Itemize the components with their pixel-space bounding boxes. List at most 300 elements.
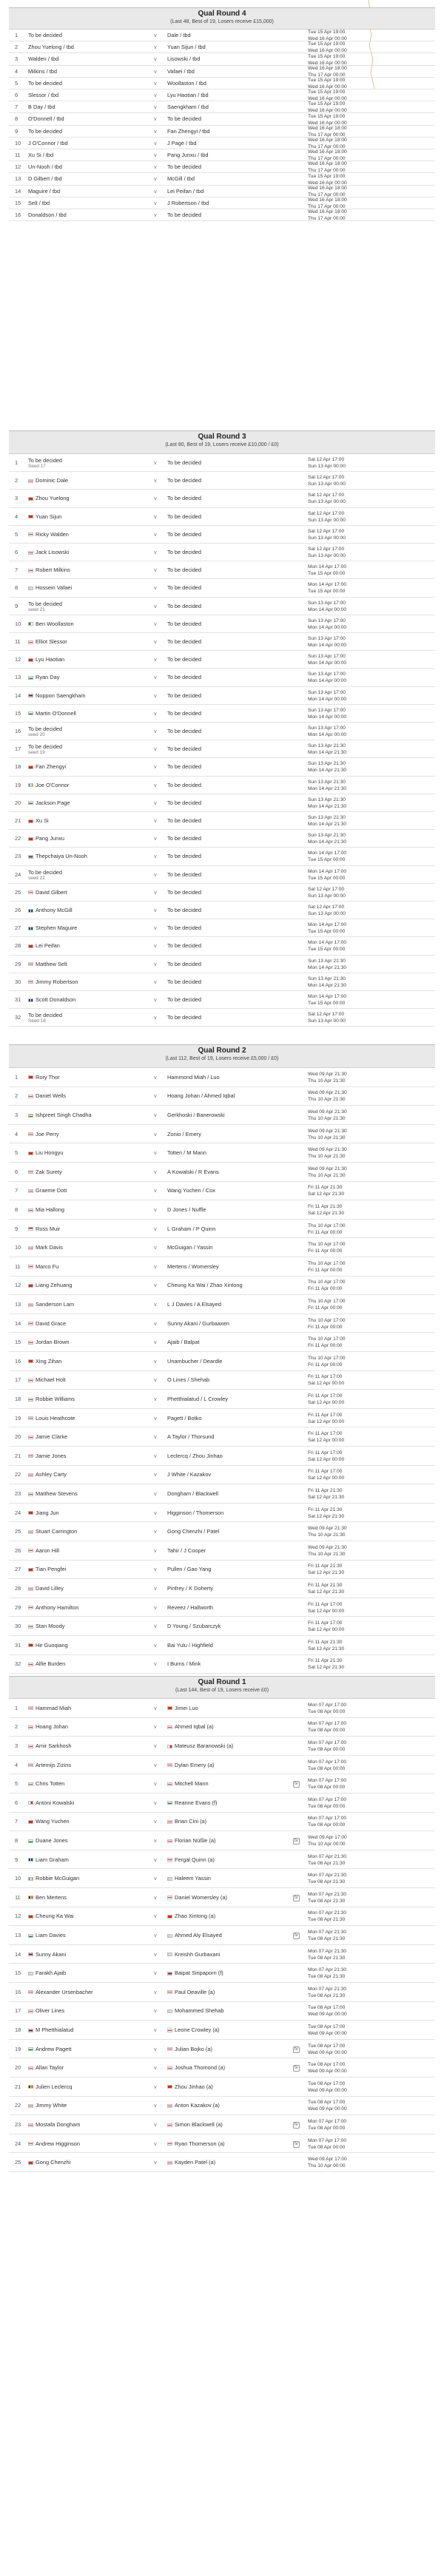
player-one[interactable]: [28, 621, 139, 627]
player-two[interactable]: [167, 1547, 286, 1554]
match-row[interactable]: [9, 1907, 435, 1927]
player-two[interactable]: [167, 621, 286, 627]
player-two[interactable]: [167, 942, 286, 949]
player-two[interactable]: [167, 115, 286, 122]
match-row[interactable]: [9, 1774, 435, 1794]
match-row[interactable]: [9, 2002, 435, 2021]
match-row[interactable]: [9, 902, 435, 919]
player-one[interactable]: [28, 1932, 139, 1938]
player-one[interactable]: [28, 692, 139, 699]
match-row[interactable]: [9, 66, 435, 78]
player-two[interactable]: [167, 638, 286, 645]
match-row[interactable]: [9, 78, 435, 89]
player-one[interactable]: [28, 2064, 139, 2071]
player-two[interactable]: [167, 2140, 286, 2147]
player-two[interactable]: [167, 128, 286, 135]
match-row[interactable]: [9, 866, 435, 884]
player-one[interactable]: [28, 1376, 139, 1383]
player-one[interactable]: [28, 2102, 139, 2109]
player-two[interactable]: [167, 212, 286, 218]
match-row[interactable]: [9, 2115, 435, 2134]
player-one[interactable]: [28, 152, 139, 158]
player-one[interactable]: [28, 2007, 139, 2014]
match-row[interactable]: [9, 651, 435, 669]
player-two[interactable]: [167, 996, 286, 1003]
player-one[interactable]: [28, 513, 139, 520]
player-two[interactable]: [167, 1837, 286, 1844]
match-row[interactable]: [9, 1087, 435, 1106]
player-two[interactable]: [167, 2121, 286, 2128]
player-one[interactable]: [28, 1169, 139, 1175]
player-two[interactable]: [167, 961, 286, 967]
player-two[interactable]: [167, 477, 286, 484]
player-two[interactable]: [167, 799, 286, 806]
player-two[interactable]: [167, 1131, 286, 1137]
player-two[interactable]: [167, 817, 286, 824]
match-row[interactable]: [9, 526, 435, 544]
player-two[interactable]: [167, 1742, 286, 1749]
player-one[interactable]: [28, 1112, 139, 1118]
match-row[interactable]: [9, 1371, 435, 1390]
player-one[interactable]: [28, 710, 139, 717]
player-two[interactable]: [167, 163, 286, 170]
player-two[interactable]: [167, 2046, 286, 2052]
player-two[interactable]: [167, 907, 286, 913]
match-row[interactable]: [9, 113, 435, 125]
player-two[interactable]: [167, 104, 286, 110]
player-two[interactable]: [167, 1780, 286, 1787]
player-two[interactable]: [167, 692, 286, 699]
player-one[interactable]: [28, 1566, 139, 1572]
player-two[interactable]: [167, 763, 286, 770]
player-two[interactable]: [167, 2083, 286, 2090]
player-one[interactable]: [28, 584, 139, 591]
player-one[interactable]: [28, 567, 139, 573]
match-row[interactable]: [9, 1561, 435, 1580]
match-row[interactable]: [9, 705, 435, 723]
player-two[interactable]: [167, 2026, 286, 2033]
player-one[interactable]: [28, 1226, 139, 1232]
player-one[interactable]: [28, 1396, 139, 1402]
player-two[interactable]: [167, 1951, 286, 1958]
player-two[interactable]: [167, 531, 286, 538]
player-two[interactable]: [167, 1187, 286, 1194]
player-two[interactable]: [167, 710, 286, 717]
player-two[interactable]: [167, 68, 286, 75]
player-two[interactable]: [167, 549, 286, 555]
player-two[interactable]: [167, 55, 286, 62]
player-two[interactable]: [167, 1358, 286, 1365]
player-one[interactable]: [28, 1074, 139, 1081]
match-row[interactable]: [9, 561, 435, 579]
player-one[interactable]: [28, 1837, 139, 1844]
match-row[interactable]: [9, 1484, 435, 1504]
player-two[interactable]: [167, 1490, 286, 1497]
player-one[interactable]: [28, 1723, 139, 1730]
match-row[interactable]: [9, 1163, 435, 1182]
match-row[interactable]: [9, 41, 435, 53]
player-one[interactable]: [28, 1282, 139, 1288]
player-one[interactable]: [28, 104, 139, 110]
player-one[interactable]: [28, 1358, 139, 1365]
player-two[interactable]: [167, 2007, 286, 2014]
player-two[interactable]: [167, 140, 286, 146]
player-two[interactable]: [167, 1226, 286, 1232]
player-one[interactable]: [28, 961, 139, 967]
player-two[interactable]: [167, 80, 286, 87]
player-one[interactable]: [28, 115, 139, 122]
match-row[interactable]: [9, 1295, 435, 1314]
player-one[interactable]: [28, 212, 139, 218]
player-two[interactable]: [167, 978, 286, 985]
match-row[interactable]: [9, 1794, 435, 1813]
player-one[interactable]: [28, 1339, 139, 1345]
player-two[interactable]: [167, 1471, 286, 1478]
player-two[interactable]: [167, 92, 286, 98]
player-two[interactable]: [167, 853, 286, 859]
match-row[interactable]: [9, 794, 435, 812]
match-row[interactable]: [9, 1888, 435, 1907]
player-one[interactable]: [28, 1131, 139, 1137]
match-row[interactable]: [9, 173, 435, 185]
player-two[interactable]: [167, 835, 286, 842]
match-row[interactable]: [9, 1737, 435, 1756]
player-two[interactable]: [167, 1642, 286, 1649]
player-two[interactable]: [167, 1206, 286, 1213]
player-two[interactable]: [167, 674, 286, 680]
player-one[interactable]: [28, 1415, 139, 1421]
match-row[interactable]: [9, 1106, 435, 1125]
match-row[interactable]: [9, 1182, 435, 1201]
player-one[interactable]: [28, 1301, 139, 1308]
player-one[interactable]: [28, 495, 139, 501]
player-one[interactable]: [28, 1453, 139, 1459]
player-one[interactable]: [28, 1780, 139, 1787]
player-one[interactable]: [28, 1206, 139, 1213]
player-one[interactable]: [28, 924, 139, 931]
match-row[interactable]: [9, 579, 435, 597]
match-row[interactable]: [9, 209, 435, 221]
player-two[interactable]: [167, 1932, 286, 1938]
player-two[interactable]: [167, 1913, 286, 1919]
match-row[interactable]: [9, 1869, 435, 1888]
match-row[interactable]: [9, 89, 435, 101]
match-row[interactable]: [9, 1983, 435, 2002]
match-row[interactable]: [9, 544, 435, 561]
player-one[interactable]: [28, 1092, 139, 1099]
match-row[interactable]: [9, 1579, 435, 1598]
player-one[interactable]: [28, 2083, 139, 2090]
match-row[interactable]: [9, 687, 435, 705]
player-one[interactable]: [28, 853, 139, 859]
match-row[interactable]: [9, 30, 435, 41]
match-row[interactable]: [9, 669, 435, 686]
player-two[interactable]: [167, 728, 286, 734]
player-one[interactable]: [28, 763, 139, 770]
player-two[interactable]: [167, 1818, 286, 1825]
player-one[interactable]: [28, 55, 139, 62]
player-one[interactable]: [28, 942, 139, 949]
player-two[interactable]: [167, 603, 286, 609]
player-one[interactable]: [28, 68, 139, 75]
player-two[interactable]: [167, 1566, 286, 1572]
match-row[interactable]: [9, 937, 435, 955]
match-row[interactable]: [9, 598, 435, 615]
match-row[interactable]: [9, 723, 435, 740]
player-one[interactable]: [28, 726, 139, 732]
match-row[interactable]: [9, 1756, 435, 1775]
player-two[interactable]: [167, 1014, 286, 1021]
match-row[interactable]: [9, 2134, 435, 2154]
player-one[interactable]: [28, 1149, 139, 1156]
player-one[interactable]: [28, 163, 139, 170]
player-one[interactable]: [28, 996, 139, 1003]
match-row[interactable]: [9, 1314, 435, 1333]
player-one[interactable]: [28, 1660, 139, 1667]
match-row[interactable]: [9, 1352, 435, 1371]
player-two[interactable]: [167, 1723, 286, 1730]
player-one[interactable]: [28, 889, 139, 896]
player-one[interactable]: [28, 2026, 139, 2033]
player-two[interactable]: [167, 1894, 286, 1901]
player-two[interactable]: [167, 1970, 286, 1976]
match-row[interactable]: [9, 1522, 435, 1541]
match-row[interactable]: [9, 1617, 435, 1636]
match-row[interactable]: [9, 1813, 435, 1832]
player-one[interactable]: [28, 2121, 139, 2128]
match-row[interactable]: [9, 1427, 435, 1447]
player-one[interactable]: [28, 1263, 139, 1270]
match-row[interactable]: [9, 956, 435, 973]
match-row[interactable]: [9, 1831, 435, 1850]
match-row[interactable]: [9, 1447, 435, 1466]
player-one[interactable]: [28, 2046, 139, 2052]
player-one[interactable]: [28, 2140, 139, 2147]
player-one[interactable]: [28, 799, 139, 806]
match-row[interactable]: [9, 197, 435, 209]
player-two[interactable]: [167, 1301, 286, 1308]
player-two[interactable]: [167, 1320, 286, 1327]
player-two[interactable]: [167, 2064, 286, 2071]
player-two[interactable]: [167, 152, 286, 158]
player-one[interactable]: [28, 188, 139, 195]
player-one[interactable]: [28, 869, 139, 876]
player-two[interactable]: [167, 889, 286, 896]
player-one[interactable]: [28, 44, 139, 50]
match-row[interactable]: [9, 812, 435, 830]
player-two[interactable]: [167, 1528, 286, 1535]
match-row[interactable]: [9, 1238, 435, 1257]
match-row[interactable]: [9, 1964, 435, 1983]
player-two[interactable]: [167, 1604, 286, 1611]
player-one[interactable]: [28, 1818, 139, 1825]
player-one[interactable]: [28, 1471, 139, 1478]
player-two[interactable]: [167, 1875, 286, 1882]
player-two[interactable]: [167, 656, 286, 663]
match-row[interactable]: [9, 758, 435, 776]
player-one[interactable]: [28, 656, 139, 663]
player-one[interactable]: [28, 531, 139, 538]
player-two[interactable]: [167, 175, 286, 182]
player-one[interactable]: [28, 907, 139, 913]
player-one[interactable]: [28, 2159, 139, 2166]
player-two[interactable]: [167, 1376, 286, 1383]
match-row[interactable]: [9, 161, 435, 173]
player-two[interactable]: [167, 1762, 286, 1768]
match-row[interactable]: [9, 973, 435, 991]
match-row[interactable]: [9, 919, 435, 937]
player-one[interactable]: [28, 1604, 139, 1611]
player-one[interactable]: [28, 1528, 139, 1535]
player-one[interactable]: [28, 1187, 139, 1194]
match-row[interactable]: [9, 2153, 435, 2172]
player-two[interactable]: [167, 1433, 286, 1440]
match-row[interactable]: [9, 884, 435, 902]
player-two[interactable]: [167, 1705, 286, 1711]
match-row[interactable]: [9, 1504, 435, 1523]
player-one[interactable]: [28, 1799, 139, 1806]
match-row[interactable]: [9, 1541, 435, 1561]
match-row[interactable]: [9, 138, 435, 149]
match-row[interactable]: [9, 2097, 435, 2116]
match-row[interactable]: [9, 101, 435, 113]
player-one[interactable]: [28, 1970, 139, 1976]
player-one[interactable]: [28, 140, 139, 146]
player-two[interactable]: [167, 924, 286, 931]
match-row[interactable]: [9, 2058, 435, 2078]
player-two[interactable]: [167, 871, 286, 878]
match-row[interactable]: [9, 1125, 435, 1144]
player-one[interactable]: [28, 1642, 139, 1649]
player-two[interactable]: [167, 495, 286, 501]
match-row[interactable]: [9, 777, 435, 794]
player-one[interactable]: [28, 1547, 139, 1554]
player-one[interactable]: [28, 638, 139, 645]
player-two[interactable]: [167, 1585, 286, 1592]
match-row[interactable]: [9, 186, 435, 197]
player-two[interactable]: [167, 1339, 286, 1345]
player-two[interactable]: [167, 1244, 286, 1251]
match-row[interactable]: [9, 1257, 435, 1277]
match-row[interactable]: [9, 454, 435, 472]
match-row[interactable]: [9, 1220, 435, 1239]
player-one[interactable]: [28, 1894, 139, 1901]
player-one[interactable]: [28, 80, 139, 87]
match-row[interactable]: [9, 1333, 435, 1352]
match-row[interactable]: [9, 1945, 435, 1964]
player-one[interactable]: [28, 1989, 139, 1995]
player-two[interactable]: [167, 1799, 286, 1806]
player-one[interactable]: [28, 835, 139, 842]
player-two[interactable]: [167, 1453, 286, 1459]
player-two[interactable]: [167, 1989, 286, 1995]
match-row[interactable]: [9, 1200, 435, 1220]
match-row[interactable]: [9, 615, 435, 633]
match-row[interactable]: [9, 2021, 435, 2040]
match-row[interactable]: [9, 740, 435, 758]
player-two[interactable]: [167, 188, 286, 195]
player-one[interactable]: [28, 1320, 139, 1327]
match-row[interactable]: [9, 53, 435, 65]
match-row[interactable]: [9, 1390, 435, 1409]
player-two[interactable]: [167, 746, 286, 752]
player-one[interactable]: [28, 175, 139, 182]
player-two[interactable]: [167, 1282, 286, 1288]
player-two[interactable]: [167, 32, 286, 38]
player-one[interactable]: [28, 743, 139, 750]
player-one[interactable]: [28, 1244, 139, 1251]
match-row[interactable]: [9, 126, 435, 138]
match-row[interactable]: [9, 508, 435, 526]
player-one[interactable]: [28, 549, 139, 555]
player-two[interactable]: [167, 2159, 286, 2166]
player-one[interactable]: [28, 674, 139, 680]
player-two[interactable]: [167, 44, 286, 50]
match-row[interactable]: [9, 633, 435, 651]
player-one[interactable]: [28, 1951, 139, 1958]
player-two[interactable]: [167, 1660, 286, 1667]
match-row[interactable]: [9, 1466, 435, 1485]
player-two[interactable]: [167, 1856, 286, 1863]
player-two[interactable]: [167, 1623, 286, 1629]
match-row[interactable]: [9, 1068, 435, 1087]
player-one[interactable]: [28, 1623, 139, 1629]
match-row[interactable]: [9, 2078, 435, 2097]
player-one[interactable]: [28, 128, 139, 135]
player-one[interactable]: [28, 1705, 139, 1711]
match-row[interactable]: [9, 1009, 435, 1027]
player-one[interactable]: [28, 1875, 139, 1882]
player-one[interactable]: [28, 1490, 139, 1497]
match-row[interactable]: [9, 1143, 435, 1163]
player-one[interactable]: [28, 32, 139, 38]
player-one[interactable]: [28, 457, 139, 464]
player-one[interactable]: [28, 601, 139, 607]
match-row[interactable]: [9, 1655, 435, 1674]
match-row[interactable]: [9, 472, 435, 490]
match-row[interactable]: [9, 1409, 435, 1428]
match-row[interactable]: [9, 490, 435, 507]
player-two[interactable]: [167, 567, 286, 573]
player-two[interactable]: [167, 1510, 286, 1516]
match-row[interactable]: [9, 1926, 435, 1945]
match-row[interactable]: [9, 848, 435, 865]
player-two[interactable]: [167, 1112, 286, 1118]
player-two[interactable]: [167, 459, 286, 466]
player-two[interactable]: [167, 1263, 286, 1270]
player-one[interactable]: [28, 1012, 139, 1018]
player-one[interactable]: [28, 477, 139, 484]
player-one[interactable]: [28, 1510, 139, 1516]
player-one[interactable]: [28, 817, 139, 824]
match-row[interactable]: [9, 1598, 435, 1617]
player-one[interactable]: [28, 1433, 139, 1440]
match-row[interactable]: [9, 830, 435, 848]
match-row[interactable]: [9, 149, 435, 161]
match-row[interactable]: [9, 2040, 435, 2059]
player-one[interactable]: [28, 782, 139, 788]
player-one[interactable]: [28, 1742, 139, 1749]
match-row[interactable]: [9, 1699, 435, 1718]
player-one[interactable]: [28, 1856, 139, 1863]
player-two[interactable]: [167, 782, 286, 788]
player-one[interactable]: [28, 200, 139, 206]
player-one[interactable]: [28, 978, 139, 985]
player-one[interactable]: [28, 1913, 139, 1919]
player-two[interactable]: [167, 2102, 286, 2109]
match-row[interactable]: [9, 1718, 435, 1737]
player-one[interactable]: [28, 1585, 139, 1592]
